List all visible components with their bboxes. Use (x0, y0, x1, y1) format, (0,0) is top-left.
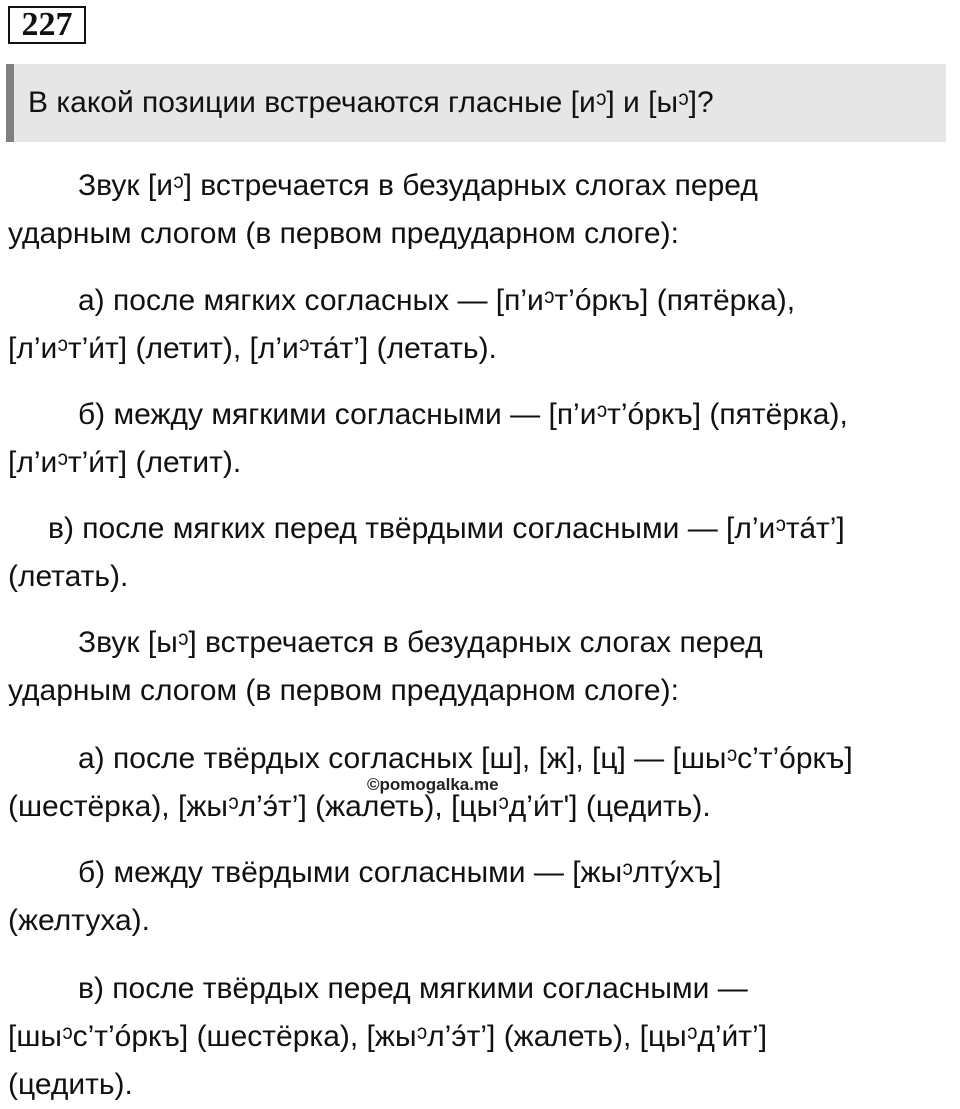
paragraph-1 (8, 162, 952, 258)
paragraph-line: (шестёрка), [жыᵓл’э́т’] (жалеть), [цыᵓд’и́т'] (цедить). (8, 790, 711, 823)
paragraph-line: б) между твёрдыми согласными — [жыᵓлту́хъ] (78, 856, 722, 889)
paragraph-line: Звук [иᵓ] встречается в безударных слогах перед (78, 169, 758, 202)
paragraph-line: (цедить). (8, 1068, 133, 1101)
paragraph-3 (8, 391, 952, 487)
task-number: 227 (8, 6, 86, 44)
paragraph-line: а) после твёрдых согласных [ш], [ж], [ц] — [шыᵓс’т’óркъ] (78, 742, 853, 775)
paragraph-5 (8, 619, 952, 715)
paragraph-line: [л’иᵓт’и́т] (летит), [л’иᵓта́т’] (летать). (8, 332, 497, 365)
paragraph-2 (8, 277, 952, 373)
paragraph-line: (летать). (8, 560, 129, 593)
paragraph-line: Звук [ыᵓ] встречается в безударных слогах перед (78, 626, 763, 659)
paragraph-line: в) после твёрдых перед мягкими согласными — (78, 972, 748, 1005)
question-banner (6, 64, 946, 142)
paragraph-line: [л’иᵓт’и́т] (летит). (8, 446, 242, 479)
paragraph-line: ударным слогом (в первом предударном слоге): (8, 217, 679, 250)
paragraph-line: а) после мягких согласных — [п’иᵓт’óркъ] (пятёрка), (78, 284, 796, 317)
paragraph-line: б) между мягкими согласными — [п’иᵓт’óркъ] (пятёрка), (78, 398, 848, 431)
paragraph-line: в) после мягких перед твёрдыми согласными — [л’иᵓта́т’] (48, 512, 845, 545)
paragraph-7 (8, 849, 952, 945)
paragraph-8 (8, 965, 952, 1109)
watermark: ©pomogalka.me (367, 775, 499, 794)
paragraph-line: [шыᵓс’т’óркъ] (шестёрка), [жыᵓл’э́т’] (жалеть), [цыᵓд’и́т’] (8, 1020, 768, 1053)
paragraph-line: (желтуха). (8, 904, 151, 937)
paragraph-4 (8, 505, 952, 601)
question-text: В какой позиции встречаются гласные [иᵓ] и [ыᵓ]? (28, 86, 714, 119)
paragraph-line: ударным слогом (в первом предударном слоге): (8, 674, 679, 707)
